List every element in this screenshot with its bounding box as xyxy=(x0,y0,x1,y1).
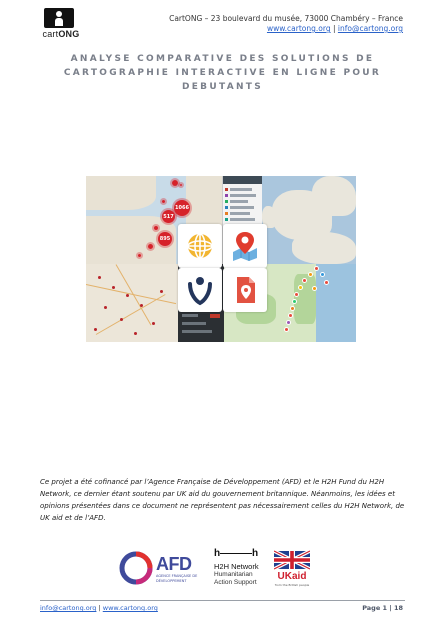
map-marker xyxy=(288,313,293,318)
legend-swatch xyxy=(225,218,228,221)
cartong-logo xyxy=(40,8,80,42)
layer-row xyxy=(230,218,255,221)
funding-statement: Ce projet a été cofinancé par l’Agence Française de Développement (AFD) et le H2H Fund du H2H Network, ce dernier étant soutenu par UK aid du gouvernement britannique. Néanmoins, les idées et opinions présentées dans ce document ne représentent pas nécessairement celles du H2H Network, de UK aid et de l’AFD. xyxy=(40,478,405,522)
union-jack-icon xyxy=(274,550,310,570)
map-marker xyxy=(324,280,329,285)
h2h-subtitle xyxy=(214,571,257,587)
header-separator: | xyxy=(330,24,338,33)
h2h-mark-end: h xyxy=(252,548,259,559)
legend-swatch xyxy=(225,206,228,209)
geopoint-logo-box xyxy=(178,224,222,268)
europe-map-panel xyxy=(262,176,356,264)
map-marker xyxy=(314,266,319,271)
map-marker xyxy=(312,286,317,291)
h2h-subtitle-line: Humanitarian xyxy=(214,571,253,578)
map-pin xyxy=(126,294,129,297)
road-map-panel xyxy=(86,264,178,342)
map-road xyxy=(96,294,166,335)
map-land xyxy=(292,232,356,264)
map-cluster xyxy=(146,242,155,251)
form-button xyxy=(210,314,220,318)
cartong-logo-text: cartONG xyxy=(42,29,80,39)
map-cluster-label: 1066 xyxy=(174,200,190,216)
map-pin xyxy=(120,318,123,321)
footer-email-link[interactable]: info@cartong.org xyxy=(40,604,97,612)
map-pin xyxy=(152,322,155,325)
footer-links xyxy=(40,604,158,612)
ukaid-tagline: from the British people xyxy=(274,583,310,587)
footer-divider xyxy=(40,600,405,601)
page-label: Page xyxy=(362,604,383,612)
h2h-mark: h xyxy=(214,548,221,559)
map-pin xyxy=(140,304,143,307)
map-cluster-label: 895 xyxy=(158,232,172,246)
layer-row xyxy=(230,200,248,203)
map-road xyxy=(116,264,152,325)
map-marker xyxy=(298,285,303,290)
ukaid-logo xyxy=(274,550,310,590)
header-website-link[interactable]: www.cartong.org xyxy=(266,24,331,33)
header-email-link[interactable]: info@cartong.org xyxy=(337,24,403,33)
legend-swatch xyxy=(225,194,228,197)
layer-row xyxy=(230,188,252,191)
ukaid-name: UKaid xyxy=(277,571,307,582)
map-pin xyxy=(112,286,115,289)
map-marker xyxy=(302,278,307,283)
map-marker xyxy=(294,292,299,297)
form-row xyxy=(182,314,198,317)
map-pin xyxy=(160,290,163,293)
form-row xyxy=(182,330,212,333)
map-marker xyxy=(286,320,291,325)
map-pin xyxy=(104,306,107,309)
legend-swatch xyxy=(225,200,228,203)
map-land xyxy=(312,176,356,216)
map-marker xyxy=(320,272,325,277)
map-marker xyxy=(284,327,289,332)
layer-row xyxy=(230,206,254,209)
page-current: 1 xyxy=(382,604,388,612)
cover-collage xyxy=(86,176,356,342)
footer-separator: | xyxy=(96,604,103,612)
h2h-name: H2H Network xyxy=(214,562,259,571)
cartong-logo-mark xyxy=(44,8,74,28)
afd-ring-icon xyxy=(118,550,154,586)
document-title: ANALYSE COMPARATIVE DES SOLUTIONS DE CARTOGRAPHIE INTERACTIVE EN LIGNE POUR DEBUTANTS xyxy=(63,54,382,92)
h2h-logo xyxy=(214,548,274,592)
page-number xyxy=(362,604,403,612)
layer-row xyxy=(230,194,256,197)
map-marker xyxy=(292,299,297,304)
legend-swatch xyxy=(225,212,228,215)
document-pin-icon xyxy=(229,274,261,306)
map-pin xyxy=(134,332,137,335)
page-total: 18 xyxy=(393,604,403,612)
google-mymaps-logo-box xyxy=(223,268,267,312)
map-marker xyxy=(308,272,313,277)
header-links xyxy=(267,24,403,33)
afd-name: AFD xyxy=(156,554,192,574)
map-pin-icon xyxy=(229,230,261,262)
app-toolbar xyxy=(223,176,262,184)
legend-swatch xyxy=(225,188,228,191)
map-pin xyxy=(94,328,97,331)
h2h-subtitle-line: Action Support xyxy=(214,579,257,586)
map-cluster xyxy=(152,224,160,232)
afd-subtitle: AGENCE FRANÇAISE DE DÉVELOPPEMENT xyxy=(156,574,198,583)
page-separator: | xyxy=(387,604,394,612)
map-app-logo-box xyxy=(223,224,267,268)
map-marker xyxy=(290,306,295,311)
footer-website-link[interactable]: www.cartong.org xyxy=(102,604,158,612)
map-cluster xyxy=(136,252,143,259)
location-badge-icon xyxy=(184,274,216,306)
form-row xyxy=(182,322,206,325)
map-pin xyxy=(98,276,101,279)
globe-icon xyxy=(184,230,216,262)
map-cluster xyxy=(160,198,167,205)
opendatakit-logo-box xyxy=(178,268,222,312)
layer-row xyxy=(230,212,250,215)
header-address: CartONG – 23 boulevard du musée, 73000 Chambéry – France xyxy=(169,14,403,23)
map-cluster xyxy=(178,182,184,188)
map-cluster-label: 517 xyxy=(162,210,175,223)
h2h-line xyxy=(220,553,252,554)
afd-logo xyxy=(118,548,206,588)
map-land xyxy=(86,176,156,210)
